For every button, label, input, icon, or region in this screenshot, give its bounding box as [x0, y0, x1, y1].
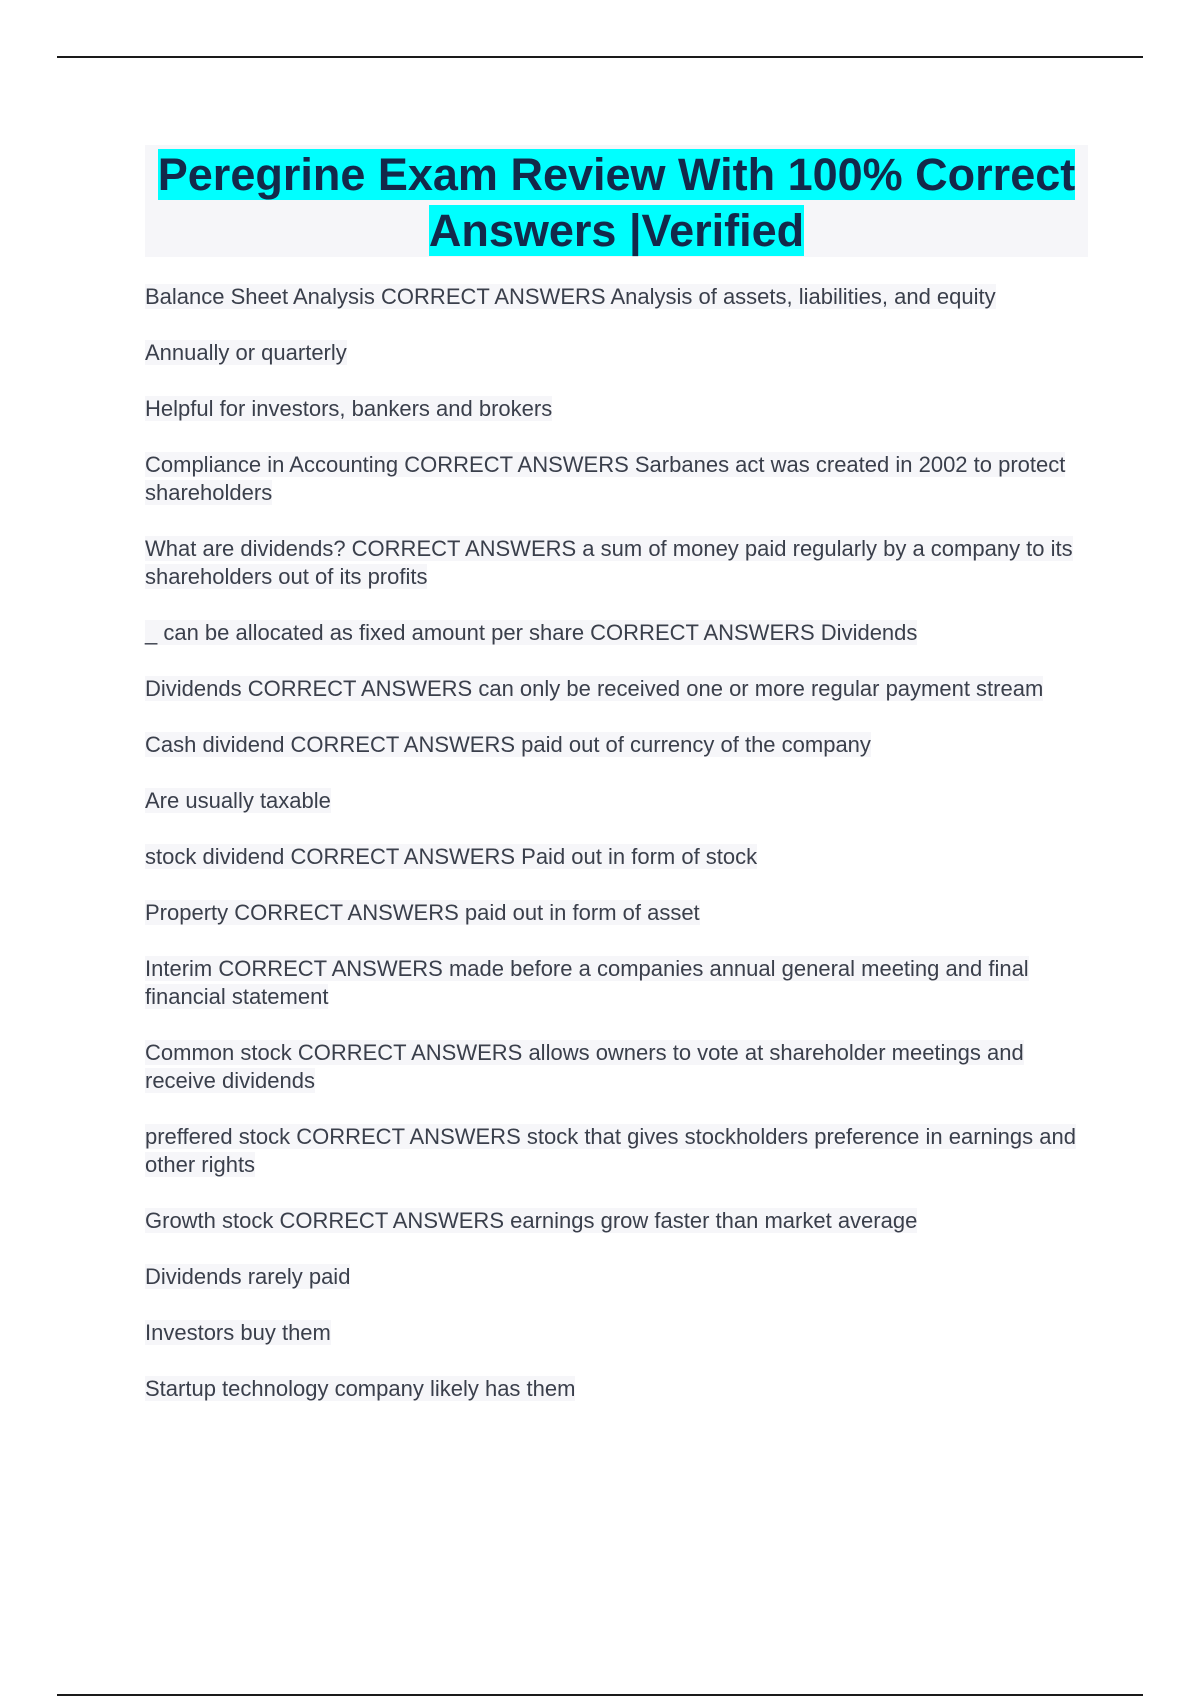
entry-annually-quarterly: Annually or quarterly	[145, 340, 347, 365]
entry-cash-dividend: Cash dividend CORRECT ANSWERS paid out of currency of the company	[145, 732, 871, 757]
entry-preffered-stock: preffered stock CORRECT ANSWERS stock that gives stockholders preference in earnings and other rights	[145, 1124, 1076, 1177]
entry-investors-buy: Investors buy them	[145, 1320, 331, 1345]
entry-growth-stock: Growth stock CORRECT ANSWERS earnings grow faster than market average	[145, 1208, 918, 1233]
entry-dividends-rarely: Dividends rarely paid	[145, 1264, 351, 1289]
footer-rule	[57, 1694, 1143, 1696]
entry-startup-tech: Startup technology company likely has them	[145, 1376, 576, 1401]
entry-stock-dividend: stock dividend CORRECT ANSWERS Paid out in form of stock	[145, 844, 758, 869]
entry-property: Property CORRECT ANSWERS paid out in form of asset	[145, 900, 700, 925]
title-block	[145, 145, 1088, 257]
entry-balance-sheet: Balance Sheet Analysis CORRECT ANSWERS Analysis of assets, liabilities, and equity	[145, 284, 996, 309]
entry-common-stock: Common stock CORRECT ANSWERS allows owners to vote at shareholder meetings and receive dividends	[145, 1040, 1024, 1093]
entry-taxable: Are usually taxable	[145, 788, 331, 813]
entry-interim: Interim CORRECT ANSWERS made before a companies annual general meeting and final financial statement	[145, 956, 1029, 1009]
entry-what-are-dividends: What are dividends? CORRECT ANSWERS a sum of money paid regularly by a company to its shareholders out of its profits	[145, 536, 1073, 589]
document-body	[145, 283, 1090, 1431]
entry-helpful-investors: Helpful for investors, bankers and brokers	[145, 396, 553, 421]
header-rule	[57, 56, 1143, 58]
entry-compliance: Compliance in Accounting CORRECT ANSWERS Sarbanes act was created in 2002 to protect shareholders	[145, 452, 1066, 505]
document-title: Peregrine Exam Review With 100% Correct Answers |Verified	[157, 149, 1076, 256]
entry-fixed-amount: _ can be allocated as fixed amount per share CORRECT ANSWERS Dividends	[145, 620, 918, 645]
entry-dividends-payment: Dividends CORRECT ANSWERS can only be received one or more regular payment stream	[145, 676, 1044, 701]
